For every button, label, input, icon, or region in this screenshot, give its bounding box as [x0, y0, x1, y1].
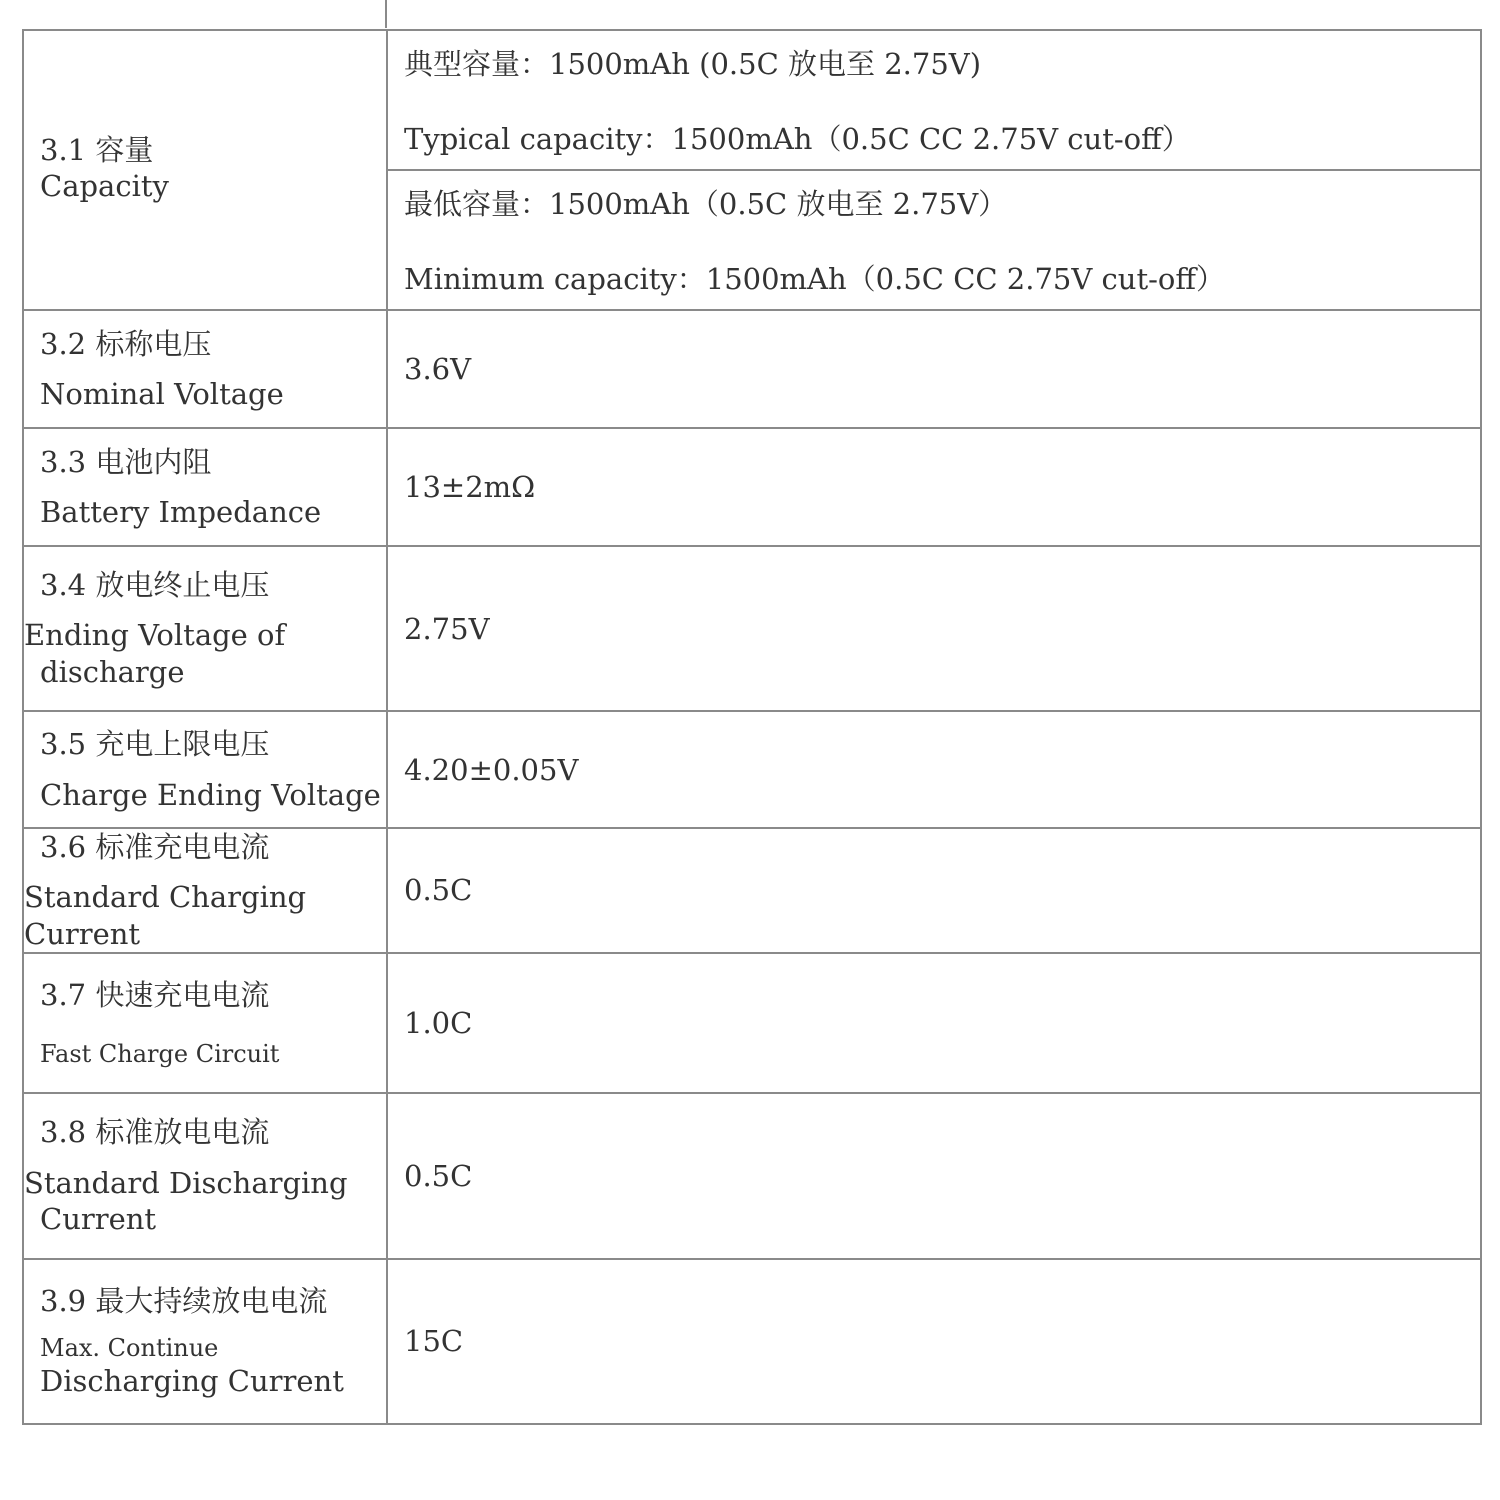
spec-value: 4.20±0.05V [404, 752, 579, 787]
spec-value: 13±2mΩ [404, 470, 536, 504]
label-zh: 3.4 放电终止电压 [40, 568, 270, 603]
value-cell [387, 953, 1481, 1093]
label-en: Max. Continue [40, 1334, 219, 1363]
top-divider-stub [385, 0, 387, 28]
label-cell [23, 953, 387, 1093]
label-zh: 3.1 容量 [40, 132, 154, 167]
label-zh: 3.9 最大持续放电电流 [40, 1284, 328, 1318]
minimum-capacity-en: Minimum capacity：1500mAh（0.5C CC 2.75V cut-off） [404, 262, 1225, 296]
label-en-continued: Current [40, 1201, 157, 1236]
value-cell [387, 170, 1481, 310]
spec-value: 0.5C [404, 1158, 473, 1193]
value-cell [387, 1259, 1481, 1424]
typical-capacity-en: Typical capacity：1500mAh（0.5C CC 2.75V cut-off） [404, 122, 1191, 156]
spec-row-nominal-voltage [23, 310, 1481, 428]
value-cell [387, 711, 1481, 828]
spec-row-battery-impedance [23, 428, 1481, 546]
label-en: Fast Charge Circuit [40, 1039, 280, 1068]
spec-row-standard-charging-current [23, 828, 1481, 953]
spec-row-standard-discharging-current [23, 1093, 1481, 1259]
label-cell [23, 546, 387, 711]
spec-value: 1.0C [404, 1005, 473, 1040]
label-en: Charge Ending Voltage [40, 777, 381, 812]
label-zh: 3.3 电池内阻 [40, 444, 212, 479]
spec-value: 0.5C [404, 873, 473, 908]
spec-value: 15C [404, 1324, 464, 1359]
label-cell [23, 428, 387, 546]
spec-row-charge-ending-voltage [23, 711, 1481, 828]
label-en: Ending Voltage of [24, 618, 286, 653]
label-en: Battery Impedance [40, 495, 322, 529]
value-cell [387, 828, 1481, 953]
typical-capacity-zh: 典型容量：1500mAh (0.5C 放电至 2.75V) [404, 47, 982, 81]
label-zh: 3.8 标准放电电流 [40, 1115, 270, 1150]
label-cell [23, 1259, 387, 1424]
spec-row-ending-voltage [23, 546, 1481, 711]
spec-row-fast-charge [23, 953, 1481, 1093]
spec-row-max-discharging-current [23, 1259, 1481, 1424]
value-cell [387, 428, 1481, 546]
label-zh: 3.5 充电上限电压 [40, 727, 270, 762]
value-cell [387, 30, 1481, 170]
label-cell [23, 30, 387, 310]
label-en: Nominal Voltage [40, 377, 284, 411]
spec-row-capacity [23, 30, 1481, 170]
spec-table [22, 29, 1482, 1425]
value-cell [387, 310, 1481, 428]
label-cell [23, 310, 387, 428]
spec-value: 3.6V [404, 352, 472, 386]
label-en: Standard Discharging [24, 1165, 348, 1200]
label-en: Standard Charging Current [24, 880, 307, 951]
label-cell [23, 828, 387, 953]
minimum-capacity-zh: 最低容量：1500mAh（0.5C 放电至 2.75V） [404, 187, 1008, 221]
label-en-continued: discharge [40, 654, 185, 689]
spec-value: 2.75V [404, 611, 490, 646]
value-cell [387, 1093, 1481, 1259]
label-en-continued: Discharging Current [40, 1364, 344, 1399]
label-zh: 3.6 标准充电电流 [40, 830, 270, 864]
value-cell [387, 546, 1481, 711]
label-en: Capacity [40, 169, 169, 203]
label-zh: 3.7 快速充电电流 [40, 977, 270, 1012]
label-cell [23, 1093, 387, 1259]
label-cell [23, 711, 387, 828]
label-zh: 3.2 标称电压 [40, 326, 212, 361]
